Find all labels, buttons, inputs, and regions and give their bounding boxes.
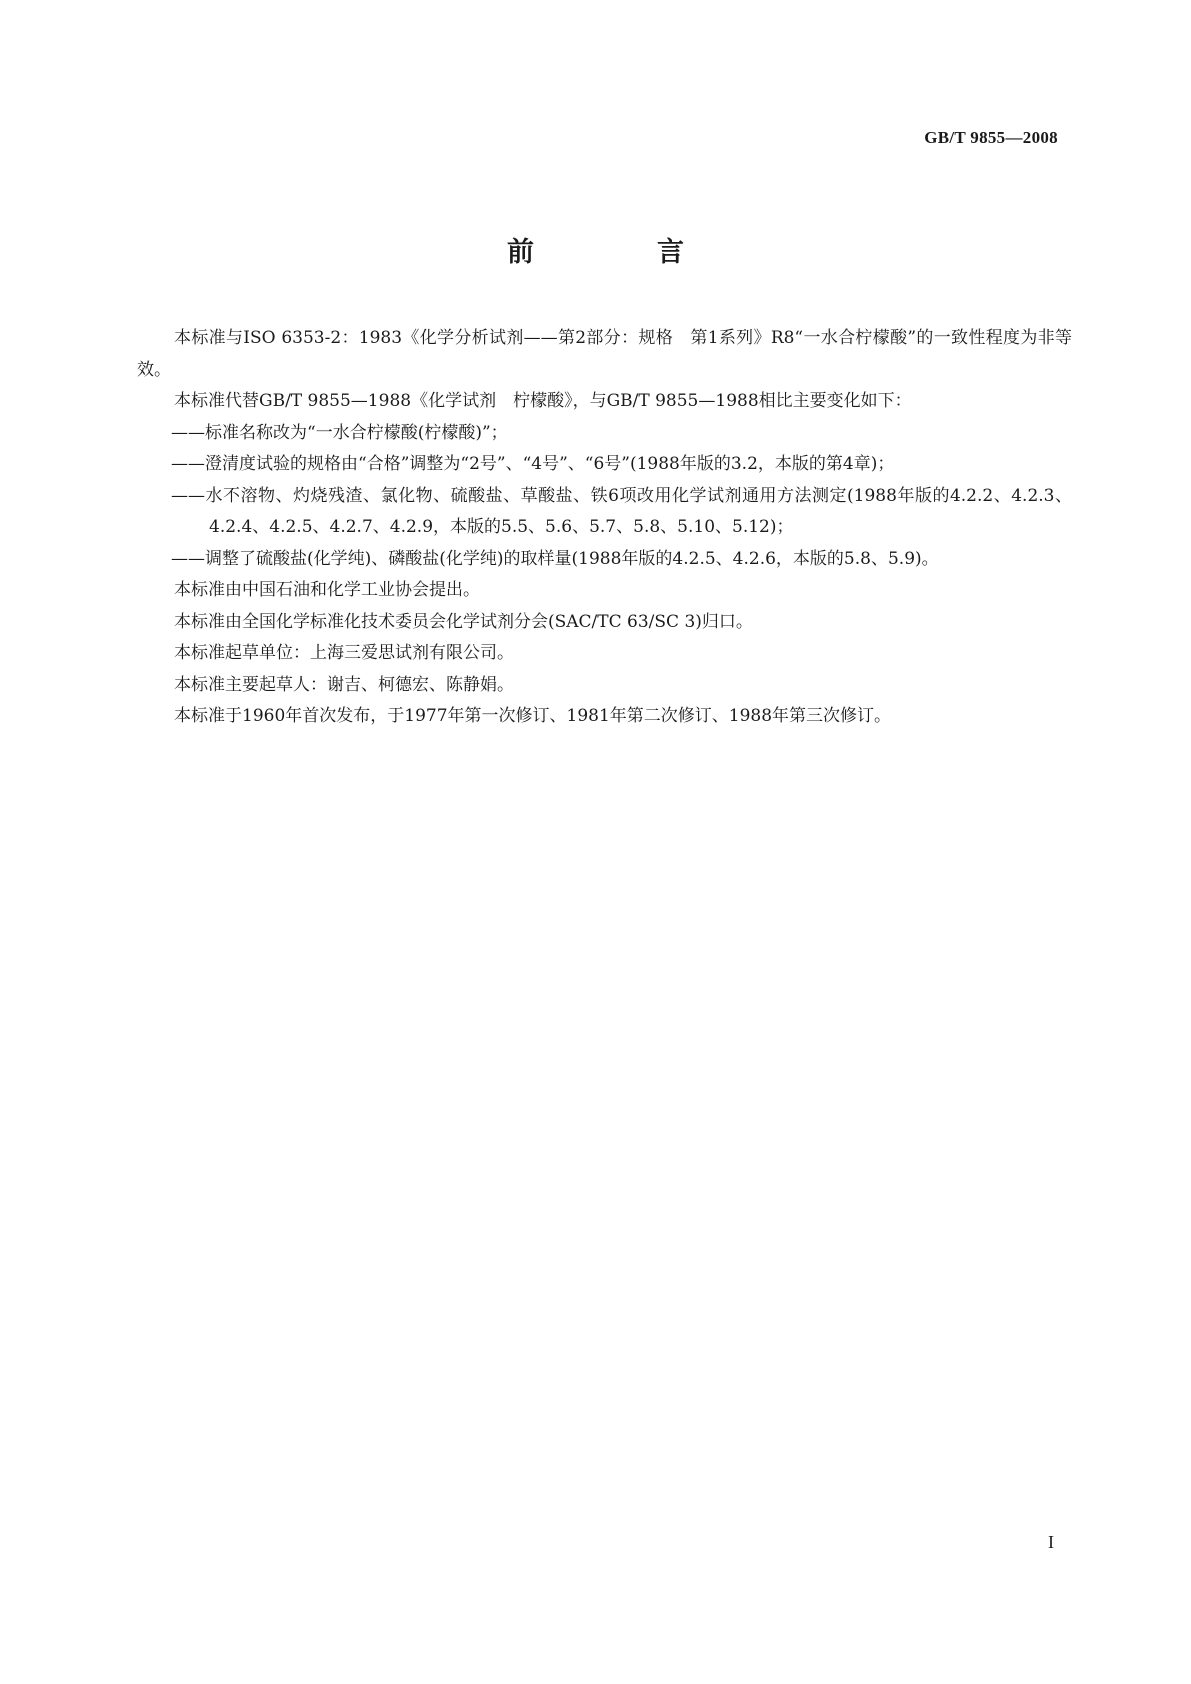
standard-number: GB/T 9855—2008	[924, 128, 1058, 147]
paragraph-drafters: 本标准主要起草人：谢吉、柯德宏、陈静娟。	[174, 674, 514, 695]
paragraph-administered-by: 本标准由全国化学标准化技术委员会化学试剂分会(SAC/TC 63/SC 3)归口。	[174, 611, 753, 632]
change-item: ——标准名称改为“一水合柠檬酸(柠檬酸)”；	[171, 422, 508, 443]
paragraph-drafting-unit: 本标准起草单位：上海三爱思试剂有限公司。	[174, 643, 514, 663]
change-item: ——水不溶物、灼烧残渣、氯化物、硫酸盐、草酸盐、铁6项改用化学试剂通用方法测定(1988年版的4.2.2、4.2.3、4.2.4、4.2.5、4.2.7、4.2.9，本版的5.5、5.6、5.7、5.8、5.10、5.12)；	[171, 485, 1072, 537]
paragraph-proposed-by: 本标准由中国石油和化学工业协会提出。	[174, 580, 480, 600]
paragraph-history: 本标准于1960年首次发布，于1977年第一次修订、1981年第二次修订、1988年第三次修订。	[174, 706, 892, 726]
foreword-body	[137, 323, 1072, 733]
change-item: ——调整了硫酸盐(化学纯)、磷酸盐(化学纯)的取样量(1988年版的4.2.5、4.2.6，本版的5.8、5.9)。	[171, 548, 939, 569]
page-number: I	[1048, 1532, 1054, 1552]
page-title: 前 言	[507, 237, 732, 268]
paragraph-replaces: 本标准代替GB/T 9855—1988《化学试剂 柠檬酸》，与GB/T 9855—1988相比主要变化如下：	[174, 391, 912, 411]
paragraph-equivalence: 本标准与ISO 6353-2：1983《化学分析试剂——第2部分：规格 第1系列》R8“一水合柠檬酸”的一致性程度为非等效。	[137, 328, 1072, 380]
change-item: ——澄清度试验的规格由“合格”调整为“2号”、“4号”、“6号”(1988年版的3.2，本版的第4章)；	[171, 454, 895, 474]
